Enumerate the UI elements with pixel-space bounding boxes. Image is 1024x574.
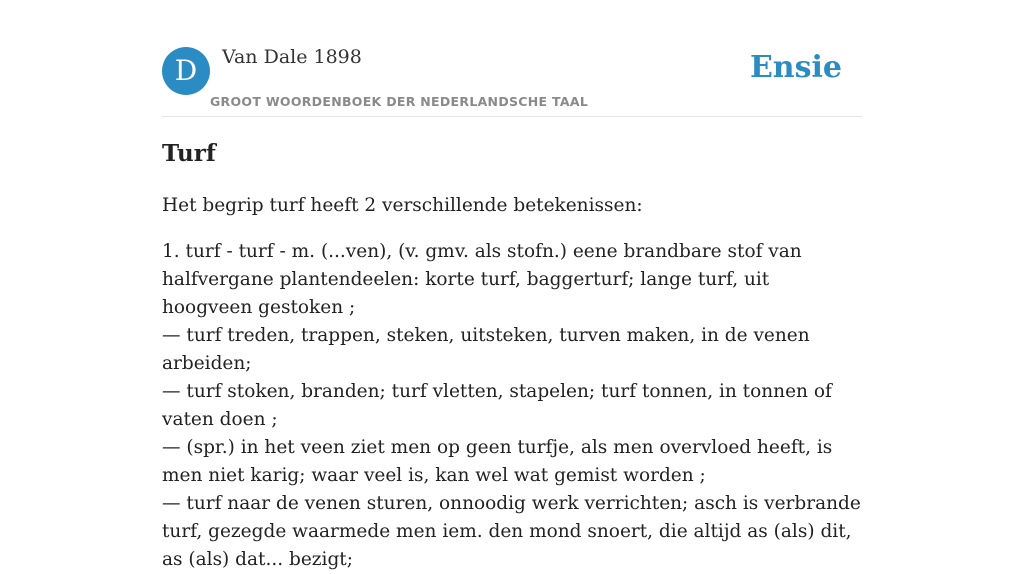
dictionary-logo[interactable]: D bbox=[162, 47, 210, 95]
ensie-logo-link[interactable]: Ensie bbox=[749, 50, 842, 85]
site-header bbox=[162, 0, 862, 117]
dictionary-subtitle: GROOT WOORDENBOEK DER NEDERLANDSCHE TAAL bbox=[210, 94, 589, 109]
definition-line: — turf stoken, branden; turf vletten, stapelen; turf tonnen, in tonnen of vaten doen ; bbox=[162, 381, 832, 430]
entry-intro: Het begrip turf heeft 2 verschillende betekenissen: bbox=[162, 195, 643, 216]
definition-line: — turf treden, trappen, steken, uitsteken, turven maken, in de venen arbeiden; bbox=[162, 325, 810, 374]
definition-line: 1. turf - turf - m. (...ven), (v. gmv. als stofn.) eene brandbare stof van halfvergane plantendeelen: korte turf, baggerturf; lange turf, uit hoogveen gestoken ; bbox=[162, 241, 802, 318]
dictionary-title[interactable]: Van Dale 1898 bbox=[222, 46, 362, 68]
entry-content bbox=[162, 138, 862, 574]
definition-line: — turf naar de venen sturen, onnoodig werk verrichten; asch is verbrande turf, gezegde waarmede men iem. den mond snoert, die altijd as (als) dit, as (als) dat... bezigt; bbox=[162, 493, 861, 570]
definition-line: — (spr.) in het veen ziet men op geen turfje, als men overvloed heeft, is men niet karig; waar veel is, kan wel wat gemist worden ; bbox=[162, 437, 833, 486]
entry-definition bbox=[162, 238, 862, 574]
entry-title: Turf bbox=[162, 140, 216, 167]
